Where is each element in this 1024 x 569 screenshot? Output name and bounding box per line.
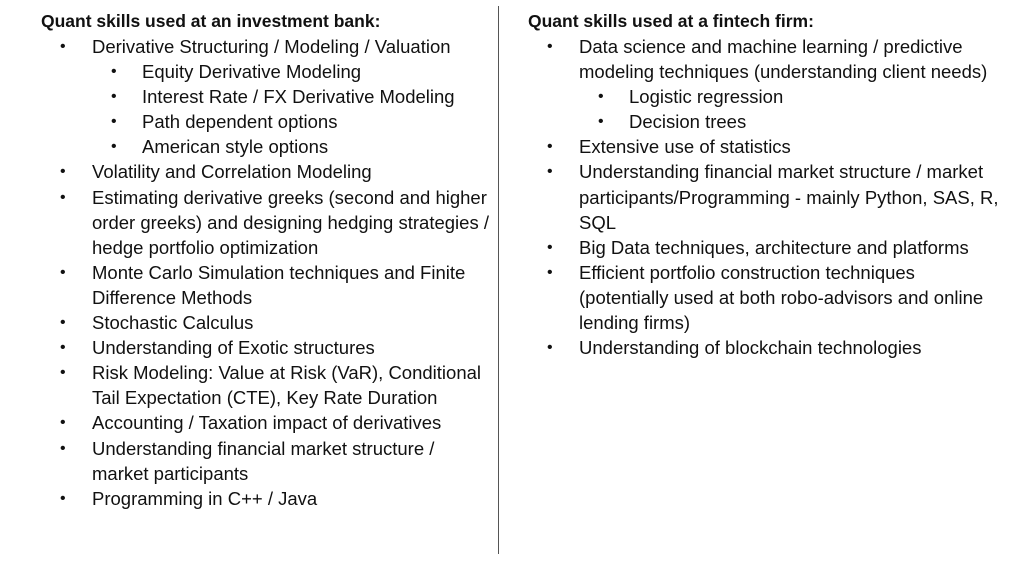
skill-item: [528, 260, 1008, 335]
bullet-icon: •: [60, 439, 66, 457]
skill-item: [528, 335, 1008, 360]
sub-skill-item: [41, 59, 491, 84]
skill-item: [41, 410, 491, 435]
fintech-heading: Quant skills used at a fintech firm:: [528, 11, 814, 31]
bullet-icon: •: [111, 63, 117, 81]
bullet-icon: •: [547, 138, 553, 156]
skill-text: Derivative Structuring / Modeling / Valuation: [92, 36, 451, 57]
sub-skill-item: [41, 109, 491, 134]
skill-text: American style options: [142, 136, 329, 158]
skill-text: Data science and machine learning / predictive modeling techniques (understanding client needs): [579, 36, 988, 83]
investment-bank-skill-list: [41, 34, 491, 511]
skill-text: Efficient portfolio construction techniques (potentially used at both robo-advisors and online lending firms): [579, 261, 984, 334]
bullet-icon: •: [111, 113, 117, 131]
sub-skill-item: [528, 84, 1008, 109]
investment-bank-heading: Quant skills used at an investment bank:: [41, 11, 381, 31]
skill-item: [528, 235, 1008, 260]
bullet-icon: •: [60, 163, 66, 181]
skill-text: Risk Modeling: Value at Risk (VaR), Conditional Tail Expectation (CTE), Key Rate Duration: [92, 362, 482, 409]
bullet-icon: •: [598, 88, 604, 106]
bullet-icon: •: [60, 38, 66, 55]
bullet-icon: •: [60, 414, 66, 432]
skill-text: Equity Derivative Modeling: [142, 61, 362, 83]
skill-text: Logistic regression: [629, 86, 784, 108]
bullet-icon: •: [111, 138, 117, 156]
sub-skill-item: [41, 134, 491, 159]
skill-text: Stochastic Calculus: [92, 312, 254, 334]
bullet-icon: •: [60, 188, 66, 206]
bullet-icon: •: [60, 489, 66, 507]
bullet-icon: •: [547, 163, 553, 181]
skill-text: Extensive use of statistics: [579, 136, 791, 158]
skill-item: [41, 159, 491, 184]
skill-item: [41, 436, 491, 486]
sub-skill-item: [41, 84, 491, 109]
skill-item: [41, 310, 491, 335]
fintech-skill-list: [528, 34, 1008, 360]
bullet-icon: •: [547, 263, 553, 281]
skill-text: Understanding financial market structure / market participants: [92, 437, 435, 484]
skill-item: [41, 185, 491, 260]
skill-item: [41, 360, 491, 410]
skill-text: Monte Carlo Simulation techniques and Finite Difference Methods: [92, 261, 466, 308]
skill-text: Understanding of Exotic structures: [92, 337, 375, 359]
skill-item: [41, 335, 491, 360]
skill-text: Accounting / Taxation impact of derivatives: [92, 412, 442, 434]
skill-item: [528, 134, 1008, 159]
skill-item: [41, 486, 491, 511]
skill-item: [528, 159, 1008, 234]
bullet-icon: •: [60, 314, 66, 332]
investment-bank-column: [41, 9, 491, 511]
sub-skill-item: [528, 109, 1008, 134]
skill-text: Understanding of blockchain technologies: [579, 337, 922, 359]
skill-item: [41, 34, 491, 59]
skill-item: [41, 260, 491, 310]
bullet-icon: •: [60, 364, 66, 382]
bullet-icon: •: [598, 113, 604, 131]
column-divider: [498, 6, 499, 554]
bullet-icon: •: [547, 238, 553, 256]
skill-text: Volatility and Correlation Modeling: [92, 161, 372, 183]
skill-text: Estimating derivative greeks (second and higher order greeks) and designing hedging strategies / hedge portfolio optimization: [92, 186, 489, 258]
bullet-icon: •: [60, 263, 66, 281]
skill-item: [528, 34, 1008, 84]
bullet-icon: •: [547, 38, 553, 55]
skill-text: Path dependent options: [142, 111, 338, 133]
bullet-icon: •: [60, 339, 66, 357]
skill-text: Understanding financial market structure / market participants/Programming - mainly Python, SAS, R, SQL: [579, 161, 999, 233]
fintech-column: [528, 9, 1008, 360]
skill-text: Interest Rate / FX Derivative Modeling: [142, 86, 455, 108]
skill-text: Big Data techniques, architecture and platforms: [579, 236, 969, 258]
bullet-icon: •: [111, 88, 117, 106]
skill-text: Decision trees: [629, 111, 747, 133]
bullet-icon: •: [547, 339, 553, 357]
skill-text: Programming in C++ / Java: [92, 487, 318, 509]
